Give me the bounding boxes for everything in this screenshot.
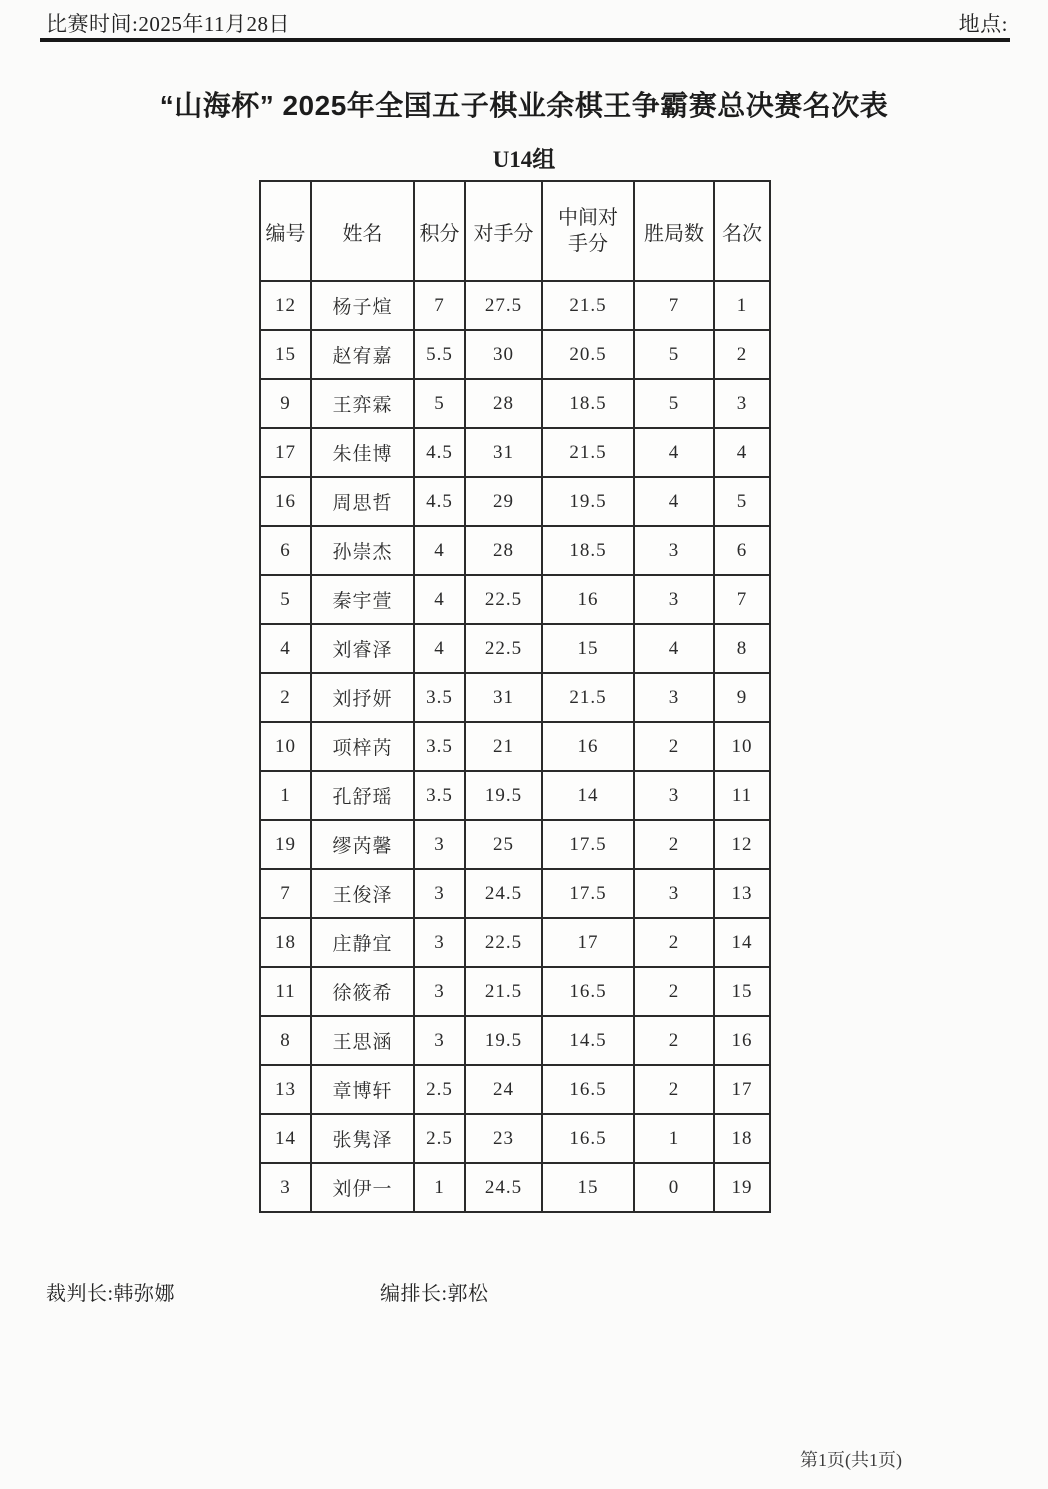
cell-opponent-score: 27.5 (465, 281, 542, 330)
cell-number: 9 (260, 379, 311, 428)
cell-mid-opponent-score: 17 (542, 918, 634, 967)
col-header-opponent-score: 对手分 (465, 181, 542, 281)
cell-number: 7 (260, 869, 311, 918)
cell-wins: 4 (634, 624, 714, 673)
cell-name: 朱佳博 (311, 428, 414, 477)
table-row (260, 1114, 770, 1163)
cell-number: 10 (260, 722, 311, 771)
cell-number: 3 (260, 1163, 311, 1212)
table-row (260, 722, 770, 771)
cell-number: 16 (260, 477, 311, 526)
cell-opponent-score: 24 (465, 1065, 542, 1114)
cell-number: 4 (260, 624, 311, 673)
cell-points: 3 (414, 820, 465, 869)
cell-opponent-score: 28 (465, 379, 542, 428)
cell-rank: 4 (714, 428, 770, 477)
cell-points: 3 (414, 1016, 465, 1065)
table-row (260, 379, 770, 428)
cell-opponent-score: 22.5 (465, 624, 542, 673)
cell-wins: 3 (634, 771, 714, 820)
cell-rank: 19 (714, 1163, 770, 1212)
cell-rank: 3 (714, 379, 770, 428)
cell-number: 11 (260, 967, 311, 1016)
table-row (260, 967, 770, 1016)
cell-rank: 14 (714, 918, 770, 967)
cell-mid-opponent-score: 17.5 (542, 820, 634, 869)
cell-opponent-score: 31 (465, 428, 542, 477)
cell-rank: 18 (714, 1114, 770, 1163)
top-meta-bar (46, 8, 1008, 38)
cell-name: 项梓芮 (311, 722, 414, 771)
cell-name: 周思哲 (311, 477, 414, 526)
cell-points: 4 (414, 575, 465, 624)
cell-number: 17 (260, 428, 311, 477)
cell-rank: 15 (714, 967, 770, 1016)
page-number: 第1页(共1页) (800, 1450, 902, 1470)
cell-name: 张隽泽 (311, 1114, 414, 1163)
cell-opponent-score: 31 (465, 673, 542, 722)
cell-mid-opponent-score: 16 (542, 722, 634, 771)
table-row (260, 820, 770, 869)
cell-name: 徐筱希 (311, 967, 414, 1016)
cell-points: 3.5 (414, 722, 465, 771)
location-label: 地点: (958, 12, 1008, 36)
cell-mid-opponent-score: 15 (542, 624, 634, 673)
cell-opponent-score: 24.5 (465, 1163, 542, 1212)
cell-wins: 3 (634, 869, 714, 918)
competition-date-label: 比赛时间:2025年11月28日 (46, 12, 291, 36)
cell-wins: 5 (634, 379, 714, 428)
table-row (260, 281, 770, 330)
cell-mid-opponent-score: 16 (542, 575, 634, 624)
results-table (259, 180, 771, 1213)
cell-mid-opponent-score: 21.5 (542, 673, 634, 722)
cell-points: 4 (414, 624, 465, 673)
table-row (260, 1065, 770, 1114)
cell-wins: 2 (634, 1065, 714, 1114)
cell-wins: 7 (634, 281, 714, 330)
cell-wins: 4 (634, 428, 714, 477)
cell-mid-opponent-score: 21.5 (542, 281, 634, 330)
cell-points: 5.5 (414, 330, 465, 379)
cell-number: 5 (260, 575, 311, 624)
chief-judge-signature: 裁判长:韩弥娜 (46, 1283, 176, 1305)
cell-rank: 16 (714, 1016, 770, 1065)
cell-mid-opponent-score: 14.5 (542, 1016, 634, 1065)
cell-name: 杨子煊 (311, 281, 414, 330)
cell-points: 4 (414, 526, 465, 575)
cell-name: 缪芮馨 (311, 820, 414, 869)
cell-rank: 5 (714, 477, 770, 526)
cell-rank: 6 (714, 526, 770, 575)
table-row (260, 918, 770, 967)
cell-number: 14 (260, 1114, 311, 1163)
table-row (260, 771, 770, 820)
cell-opponent-score: 19.5 (465, 1016, 542, 1065)
cell-mid-opponent-score: 14 (542, 771, 634, 820)
cell-opponent-score: 21.5 (465, 967, 542, 1016)
cell-name: 刘抒妍 (311, 673, 414, 722)
cell-points: 3.5 (414, 771, 465, 820)
results-table-body (260, 281, 770, 1212)
header-rule (40, 38, 1010, 42)
cell-rank: 12 (714, 820, 770, 869)
table-row (260, 869, 770, 918)
cell-opponent-score: 24.5 (465, 869, 542, 918)
col-header-mid-opponent-score (542, 181, 634, 281)
cell-points: 3 (414, 869, 465, 918)
cell-opponent-score: 22.5 (465, 918, 542, 967)
results-table-head (260, 181, 770, 281)
cell-mid-opponent-score: 16.5 (542, 967, 634, 1016)
cell-opponent-score: 22.5 (465, 575, 542, 624)
cell-mid-opponent-score: 18.5 (542, 526, 634, 575)
cell-wins: 3 (634, 673, 714, 722)
cell-rank: 13 (714, 869, 770, 918)
cell-mid-opponent-score: 16.5 (542, 1114, 634, 1163)
table-row (260, 1016, 770, 1065)
chief-arranger-signature: 编排长:郭松 (380, 1283, 489, 1305)
cell-opponent-score: 23 (465, 1114, 542, 1163)
cell-opponent-score: 21 (465, 722, 542, 771)
col-header-mid-opponent-score-label: 中间对手分 (558, 207, 618, 255)
cell-number: 1 (260, 771, 311, 820)
col-header-wins: 胜局数 (634, 181, 714, 281)
cell-mid-opponent-score: 17.5 (542, 869, 634, 918)
cell-number: 15 (260, 330, 311, 379)
cell-rank: 1 (714, 281, 770, 330)
cell-rank: 9 (714, 673, 770, 722)
cell-opponent-score: 30 (465, 330, 542, 379)
cell-wins: 0 (634, 1163, 714, 1212)
col-header-rank: 名次 (714, 181, 770, 281)
cell-rank: 7 (714, 575, 770, 624)
cell-wins: 2 (634, 820, 714, 869)
cell-wins: 5 (634, 330, 714, 379)
cell-mid-opponent-score: 18.5 (542, 379, 634, 428)
cell-points: 2.5 (414, 1065, 465, 1114)
cell-wins: 2 (634, 1016, 714, 1065)
cell-wins: 4 (634, 477, 714, 526)
cell-name: 庄静宜 (311, 918, 414, 967)
cell-name: 王弈霖 (311, 379, 414, 428)
col-header-number: 编号 (260, 181, 311, 281)
cell-mid-opponent-score: 20.5 (542, 330, 634, 379)
cell-rank: 10 (714, 722, 770, 771)
cell-points: 5 (414, 379, 465, 428)
cell-opponent-score: 29 (465, 477, 542, 526)
cell-opponent-score: 19.5 (465, 771, 542, 820)
cell-mid-opponent-score: 16.5 (542, 1065, 634, 1114)
cell-number: 18 (260, 918, 311, 967)
cell-name: 秦宇萱 (311, 575, 414, 624)
cell-wins: 2 (634, 722, 714, 771)
cell-name: 孔舒瑶 (311, 771, 414, 820)
cell-wins: 3 (634, 526, 714, 575)
cell-mid-opponent-score: 19.5 (542, 477, 634, 526)
document-title: “山海杯” 2025年全国五子棋业余棋王争霸赛总决赛名次表 (159, 90, 889, 121)
cell-name: 赵宥嘉 (311, 330, 414, 379)
cell-name: 孙崇杰 (311, 526, 414, 575)
cell-number: 19 (260, 820, 311, 869)
table-row (260, 477, 770, 526)
table-row (260, 330, 770, 379)
table-row (260, 526, 770, 575)
cell-number: 2 (260, 673, 311, 722)
cell-number: 12 (260, 281, 311, 330)
cell-wins: 1 (634, 1114, 714, 1163)
table-row (260, 1163, 770, 1212)
cell-wins: 3 (634, 575, 714, 624)
cell-points: 3.5 (414, 673, 465, 722)
header-row (260, 181, 770, 281)
group-subtitle: U14组 (492, 147, 556, 172)
cell-name: 王俊泽 (311, 869, 414, 918)
col-header-name: 姓名 (311, 181, 414, 281)
cell-mid-opponent-score: 15 (542, 1163, 634, 1212)
cell-rank: 17 (714, 1065, 770, 1114)
cell-number: 8 (260, 1016, 311, 1065)
cell-opponent-score: 25 (465, 820, 542, 869)
cell-name: 章博轩 (311, 1065, 414, 1114)
cell-points: 7 (414, 281, 465, 330)
cell-number: 13 (260, 1065, 311, 1114)
cell-points: 3 (414, 918, 465, 967)
cell-name: 王思涵 (311, 1016, 414, 1065)
table-row (260, 624, 770, 673)
table-row (260, 575, 770, 624)
table-row (260, 673, 770, 722)
cell-name: 刘伊一 (311, 1163, 414, 1212)
cell-rank: 2 (714, 330, 770, 379)
cell-opponent-score: 28 (465, 526, 542, 575)
cell-rank: 8 (714, 624, 770, 673)
cell-mid-opponent-score: 21.5 (542, 428, 634, 477)
cell-name: 刘睿泽 (311, 624, 414, 673)
cell-points: 4.5 (414, 477, 465, 526)
cell-rank: 11 (714, 771, 770, 820)
cell-points: 4.5 (414, 428, 465, 477)
cell-wins: 2 (634, 918, 714, 967)
table-row (260, 428, 770, 477)
cell-points: 2.5 (414, 1114, 465, 1163)
col-header-points: 积分 (414, 181, 465, 281)
cell-points: 3 (414, 967, 465, 1016)
cell-points: 1 (414, 1163, 465, 1212)
cell-number: 6 (260, 526, 311, 575)
cell-wins: 2 (634, 967, 714, 1016)
